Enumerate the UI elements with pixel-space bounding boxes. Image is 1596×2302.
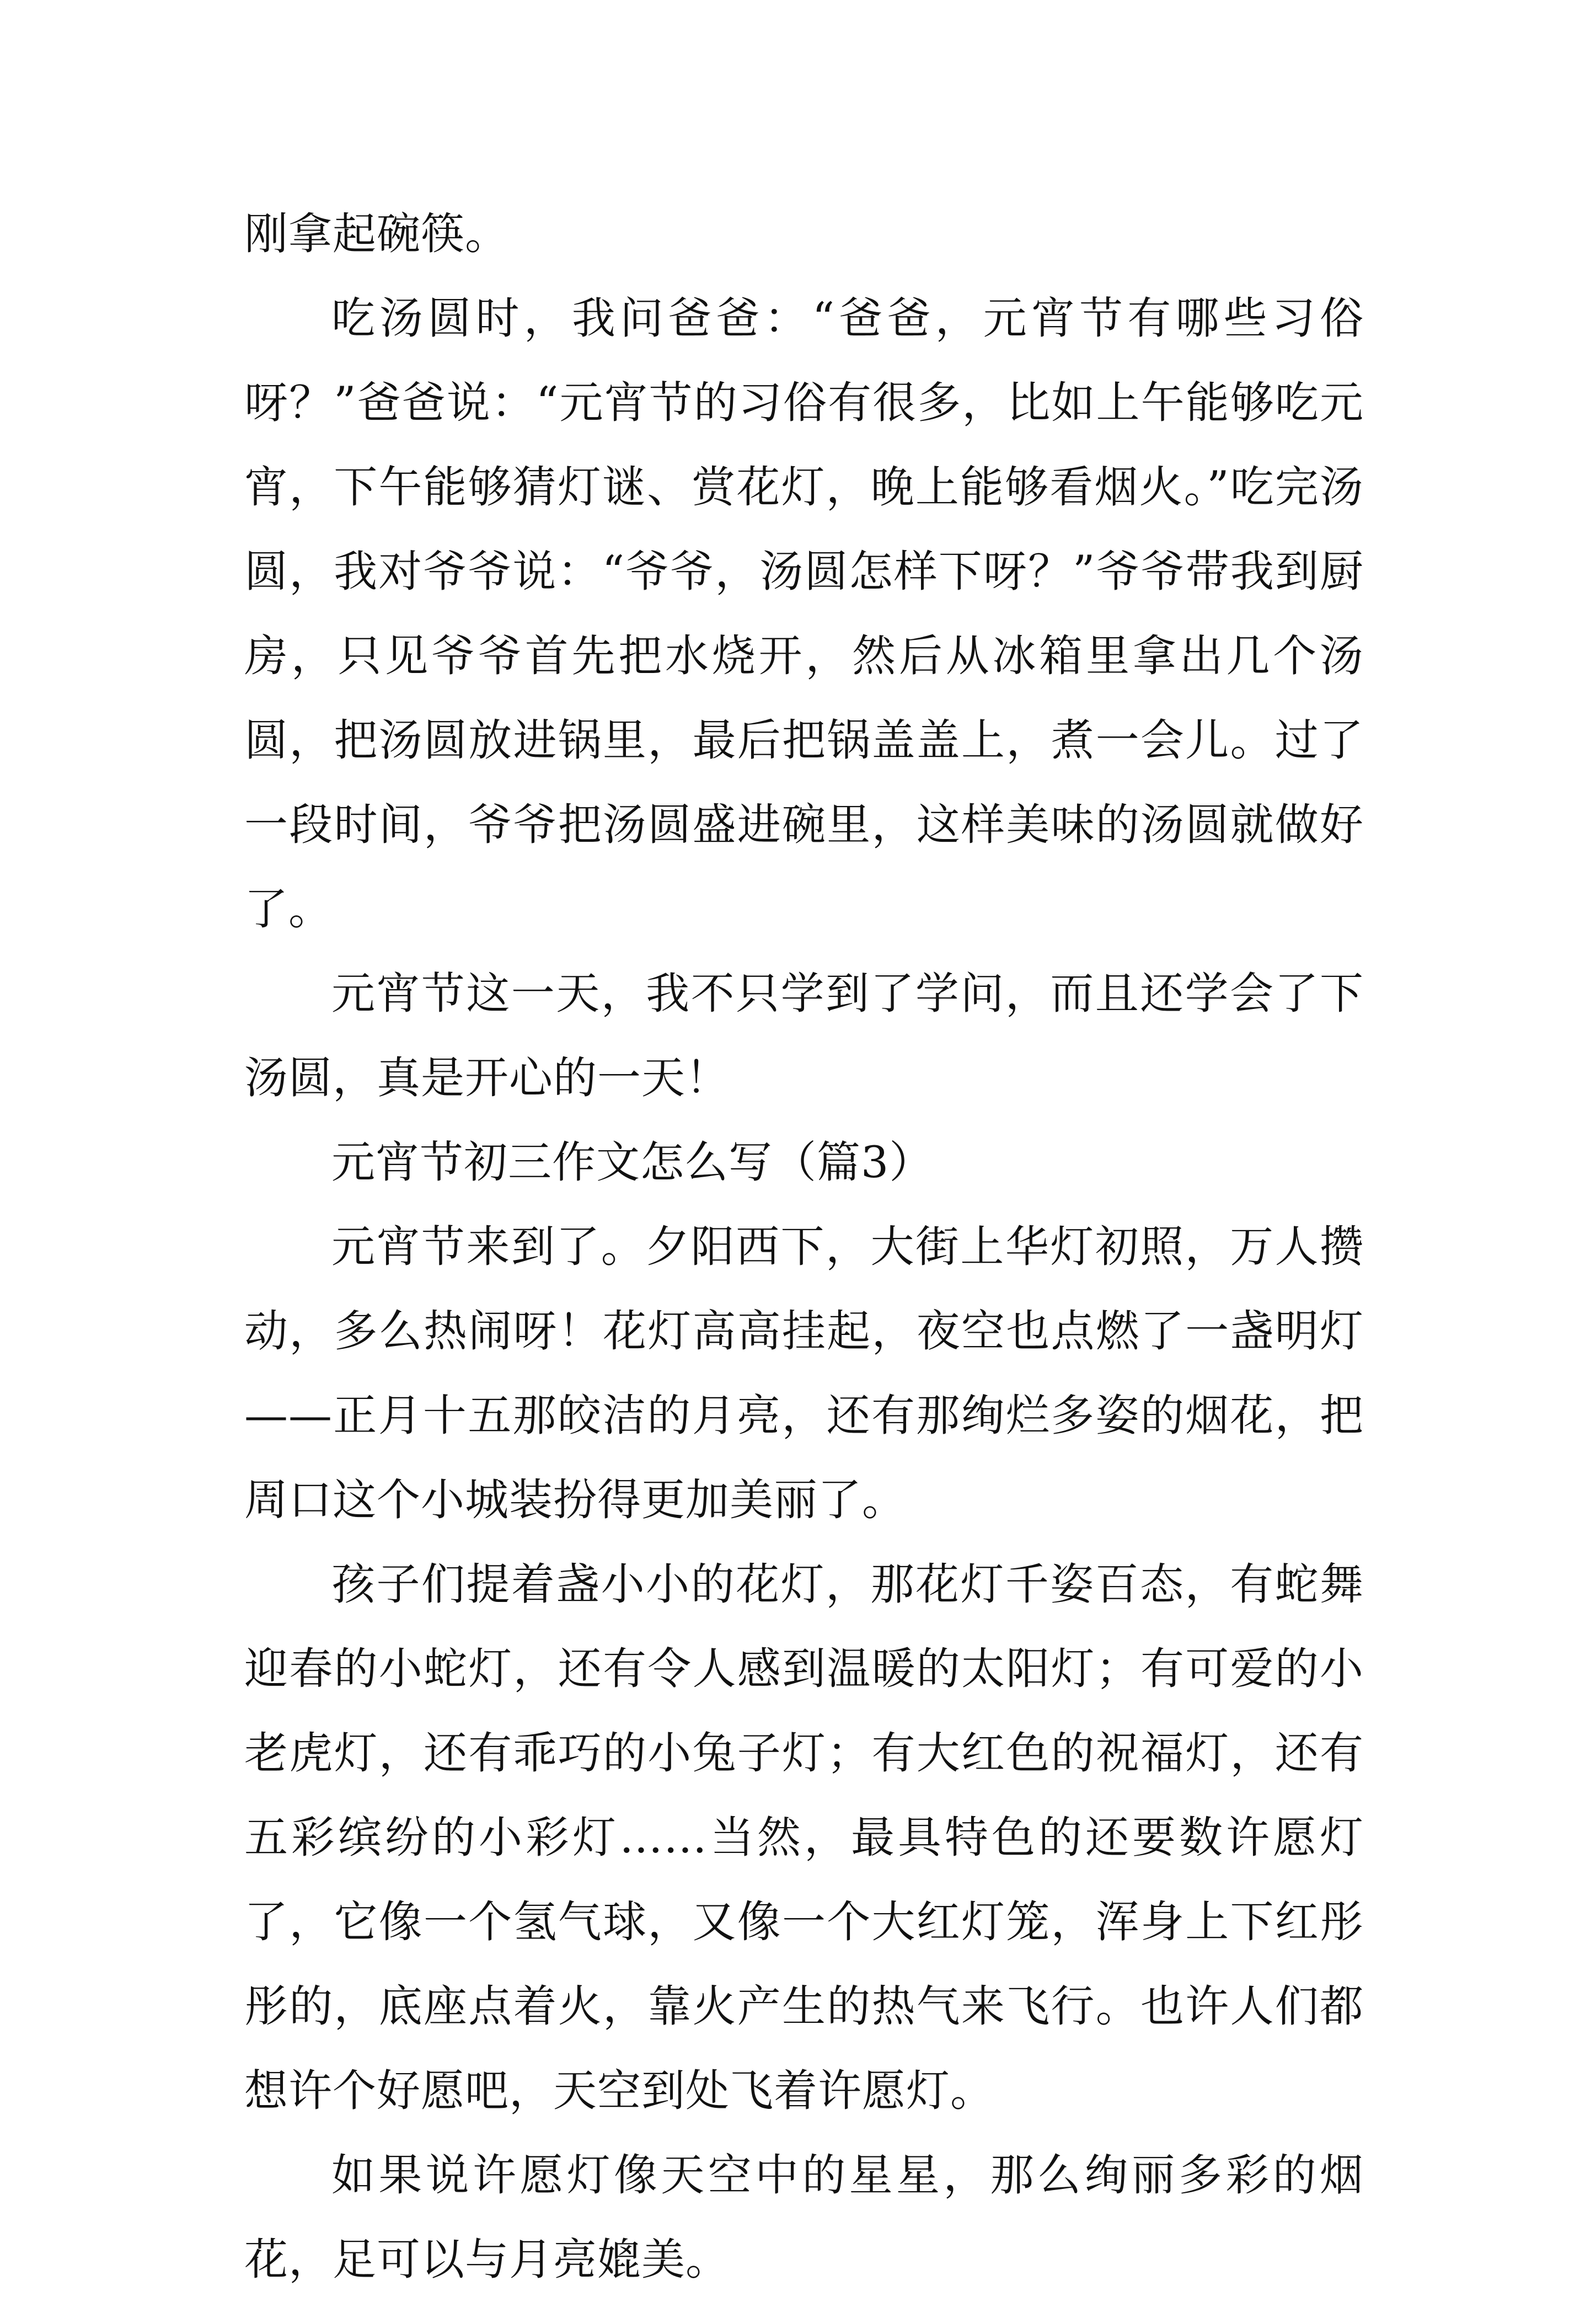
paragraph-tangyuan-dialogue: 吃汤圆时，我问爸爸：“爸爸，元宵节有哪些习俗呀？”爸爸说：“元宵节的习俗有很多，比如上午能够吃元宵，下午能够猜灯谜、赏花灯，晚上能够看烟火。”吃完汤圆，我对爷爷说：“爷爷，汤圆怎样下呀？”爷爷带我到厨房，只见爷爷首先把水烧开，然后从冰箱里拿出几个汤圆，把汤圆放进锅里，最后把锅盖盖上，煮一会儿。过了一段时间，爷爷把汤圆盛进碗里，这样美味的汤圆就做好了。 <box>244 293 1364 934</box>
paragraph-fireworks: 如果说许愿灯像天空中的星星，那么绚丽多彩的烟花，足可以与月亮媲美。 <box>244 2150 1364 2285</box>
section-title-essay-3: 元宵节初三作文怎么写（篇3） <box>331 1137 934 1188</box>
paragraph-happy-day: 元宵节这一天，我不只学到了学问，而且还学会了下汤圆，真是开心的一天！ <box>244 968 1364 1103</box>
document-body <box>244 192 1364 2302</box>
paragraph-festival-arrives: 元宵节来到了。夕阳西下，大街上华灯初照，万人攒动，多么热闹呀！花灯高高挂起，夜空也点燃了一盏明灯——正月十五那皎洁的月亮，还有那绚烂多姿的烟花，把周口这个小城装扮得更加美丽了。 <box>244 1221 1364 1525</box>
paragraph-lanterns: 孩子们提着盏小小的花灯，那花灯千姿百态，有蛇舞迎春的小蛇灯，还有令人感到温暖的太阳灯；有可爱的小老虎灯，还有乖巧的小兔子灯；有大红色的祝福灯，还有五彩缤纷的小彩灯……当然，最具特色的还要数许愿灯了，它像一个氢气球，又像一个大红灯笼，浑身上下红彤彤的，底座点着火，靠火产生的热气来飞行。也许人们都想许个好愿吧，天空到处飞着许愿灯。 <box>244 1559 1364 2116</box>
paragraph-continuation: 刚拿起碗筷。 <box>244 209 509 259</box>
